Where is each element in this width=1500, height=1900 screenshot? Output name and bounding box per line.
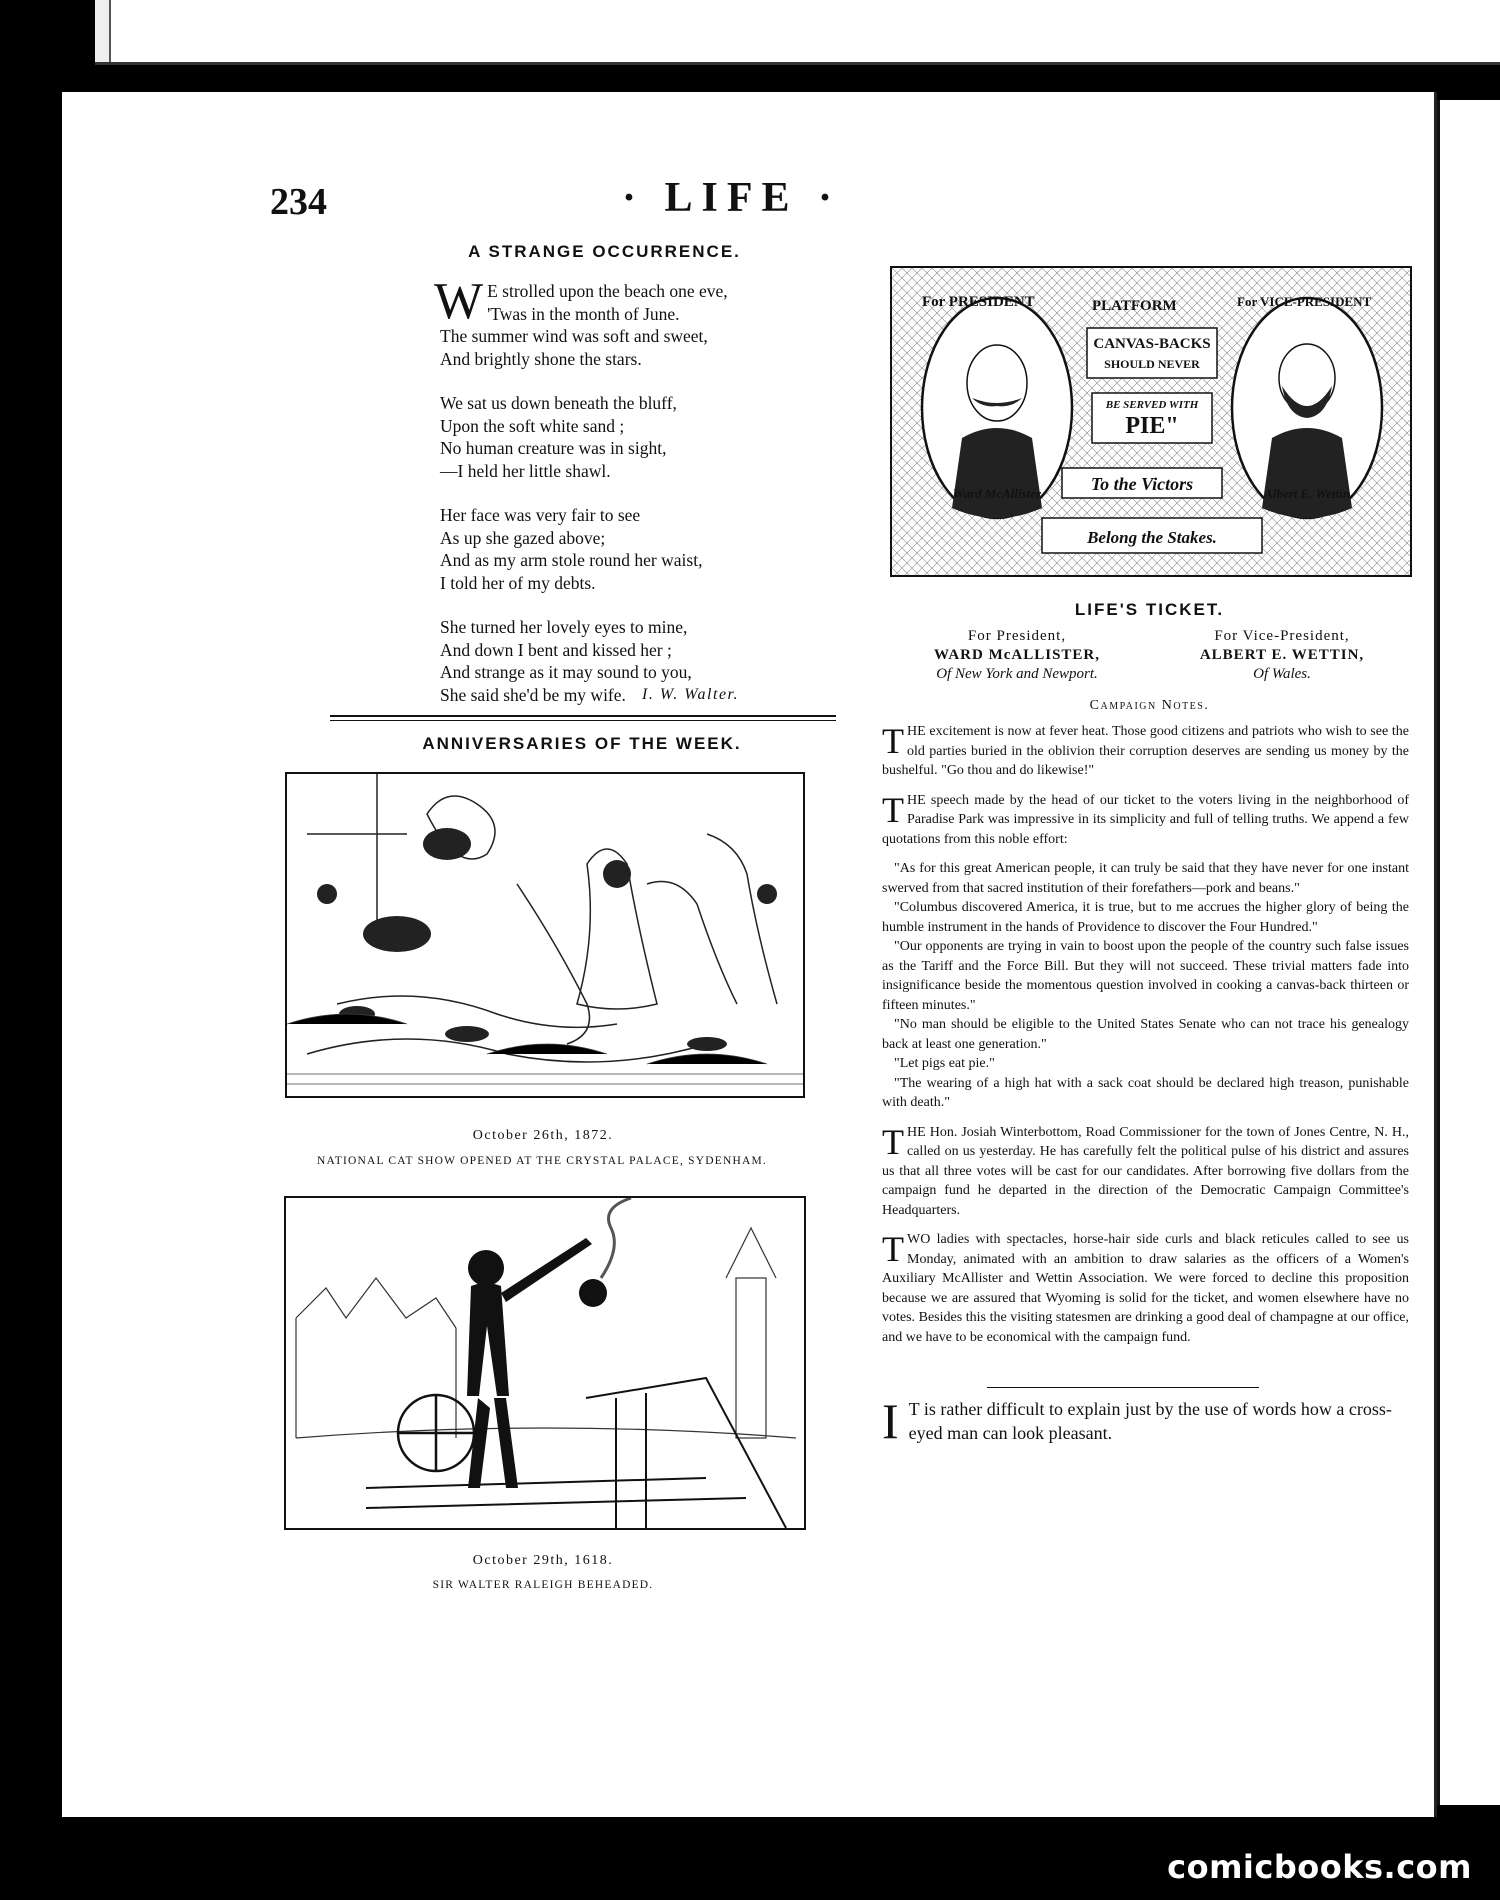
ticket-platform: PLATFORM [1092, 298, 1177, 314]
anniversary-date-2: October 29th, 1618. [472, 1553, 614, 1568]
ticket-right-name: Albert E. Wettin [1264, 486, 1350, 501]
ticket-banner-3: BE SERVED WITH [1105, 399, 1199, 411]
ticket-banner-4: PIE" [1125, 413, 1179, 439]
drop-cap: T [882, 1229, 904, 1269]
anniversaries-title: ANNIVERSARIES OF THE WEEK. [422, 734, 742, 753]
ticket-for-president: For PRESIDENT [922, 294, 1035, 310]
quote: "Let pigs eat pie." [894, 1056, 995, 1071]
closing-paragraph [882, 1393, 1409, 1449]
closing-text: T is rather difficult to explain just by the use of words how a cross-eyed man can look pleasant. [908, 1399, 1392, 1443]
quote: "Columbus discovered America, it is true, but to me accrues the higher glory of being the humble instrument in the hands of Providence to discover the Four Hundred." [882, 900, 1409, 935]
poem-line: We sat us down beneath the bluff, [440, 393, 677, 413]
note-paragraph [882, 722, 1409, 781]
president-name: WARD McALLISTER, [933, 647, 1100, 663]
campaign-notes [882, 722, 1409, 1357]
ticket-banner-2: SHOULD NEVER [1104, 357, 1200, 371]
ticket-victors: To the Victors [1090, 474, 1194, 494]
cat-show-illustration [285, 772, 805, 1098]
campaign-notes-title: Campaign Notes. [1089, 698, 1210, 713]
next-page-edge [1436, 100, 1500, 1805]
raleigh-drawing [286, 1198, 804, 1528]
ticket-title: LIFE'S TICKET. [1074, 600, 1225, 619]
poem-line: Upon the soft white sand ; [440, 415, 625, 436]
raleigh-illustration [284, 1196, 806, 1530]
poem-line: And brightly shone the stars. [440, 348, 642, 369]
poem-line: 'Twas in the month of June. [487, 303, 680, 324]
poem-line: And strange as it may sound to you, [440, 662, 692, 682]
president-column [892, 627, 1142, 684]
poem-line: She said she'd be my wife. [440, 684, 626, 705]
vice-place: Of Wales. [1253, 666, 1311, 682]
president-office: For President, [967, 628, 1067, 644]
anniversary-text-2: SIR WALTER RALEIGH BEHEADED. [432, 1579, 654, 1591]
quote: "As for this great American people, it can truly be said that they have never for one instant swerved from that sacred institution of their forefathers—pork and beans." [882, 861, 1409, 896]
previous-sheet-edge [95, 0, 1500, 65]
poem-line: I told her of my debts. [440, 572, 596, 593]
masthead: · LIFE · [622, 175, 842, 221]
stanza-1 [434, 273, 837, 370]
poem-line: —I held her little shawl. [440, 460, 611, 481]
note-paragraph [882, 1230, 1409, 1347]
stanza-2 [440, 392, 837, 482]
anniversary-date-1: October 26th, 1872. [472, 1128, 614, 1143]
poem-title: A STRANGE OCCURRENCE. [468, 242, 741, 261]
drop-cap: T [882, 1121, 904, 1162]
quote: "Our opponents are trying in vain to boost upon the people of the country such false issues as the Tariff and the Force Bill. But they will not succeed. These trivial matters fade into insignificance beside the momentous question involved in cooking a canvas-back thirteen or fifteen minutes." [882, 939, 1409, 1013]
poem-line: Her face was very fair to see [440, 505, 641, 525]
drop-cap: T [882, 789, 904, 830]
quote: "The wearing of a high hat with a sack coat should be declared high treason, punishable with death." [882, 1075, 1409, 1110]
note-paragraph [882, 791, 1409, 850]
short-divider [987, 1387, 1259, 1388]
ticket-for-vice: For VICE-PRESIDENT [1237, 294, 1372, 309]
drop-cap: W [434, 273, 484, 330]
drop-cap: I [882, 1393, 899, 1449]
note-text: HE speech made by the head of our ticket to the voters living in the neighborhood of Paradise Park was impressive in its simplicity and full of telling truths. We append a few quotations from this noble effort: [882, 792, 1409, 847]
poem [372, 242, 837, 728]
poem-line: And as my arm stole round her waist, [440, 550, 703, 570]
ticket-drawing [892, 268, 1410, 575]
poem-line: She turned her lovely eyes to mine, [440, 617, 688, 637]
poem-line: The summer wind was soft and sweet, [440, 326, 708, 346]
vice-president-column [1157, 627, 1407, 684]
ticket-banner-1: CANVAS-BACKS [1093, 336, 1211, 352]
poem-line: E strolled upon the beach one eve, [487, 281, 728, 301]
sheet-fold [95, 0, 111, 62]
note-text: WO ladies with spectacles, horse-hair side curls and black reticules called to see us Monday, animated with an ambition to draw salaries as the officers of a Women's Auxiliary McAllister and Wettin Association. We were forced to decline this proposition because we are assured that Wyoming is solid for the ticket, and women elsewhere have no votes. Besides this the visiting statesmen are drinking a good deal of champagne at our office, and we have to be economical with the campaign fund. [882, 1232, 1409, 1345]
cat-show-drawing [287, 774, 803, 1096]
poem-line: And down I bent and kissed her ; [440, 639, 672, 660]
section-divider [330, 715, 836, 721]
note-paragraph [882, 1123, 1409, 1221]
stanza-4 [440, 616, 837, 706]
stanza-3 [440, 504, 837, 594]
ticket-stakes: Belong the Stakes. [1087, 528, 1217, 547]
note-text: HE excitement is now at fever heat. Those good citizens and patriots who wish to see the old parties buried in the oblivion their corruption deserves are sending us money by the bushelful. "Go thou and do likewise!" [882, 724, 1409, 778]
vice-office: For Vice-President, [1214, 628, 1350, 644]
president-place: Of New York and Newport. [936, 666, 1098, 682]
magazine-page [62, 92, 1437, 1817]
poem-author: I. W. Walter. [642, 686, 739, 703]
drop-cap: T [882, 721, 904, 761]
anniversary-text-1: NATIONAL CAT SHOW OPENED AT THE CRYSTAL PALACE, SYDENHAM. [317, 1155, 767, 1167]
quote: "No man should be eligible to the United States Senate who can not trace his genealogy back at least one generation." [882, 1017, 1409, 1052]
ticket-illustration [890, 266, 1412, 577]
poem-line: As up she gazed above; [440, 527, 606, 548]
page-number: 234 [270, 181, 327, 223]
vice-name: ALBERT E. WETTIN, [1199, 647, 1365, 663]
ticket-left-name: Ward McAllister [952, 486, 1042, 501]
note-text: HE Hon. Josiah Winterbottom, Road Commissioner for the town of Jones Centre, N. H., called on us yesterday. He has carefully felt the political pulse of his district and assures us that all three votes will be cast for our candidates. After borrowing five dollars from the campaign fund he departed in the direction of the Democratic Campaign Committee's Headquarters. [882, 1124, 1409, 1218]
site-watermark: comicbooks.com [1167, 1848, 1472, 1886]
poem-line: No human creature was in sight, [440, 438, 667, 458]
